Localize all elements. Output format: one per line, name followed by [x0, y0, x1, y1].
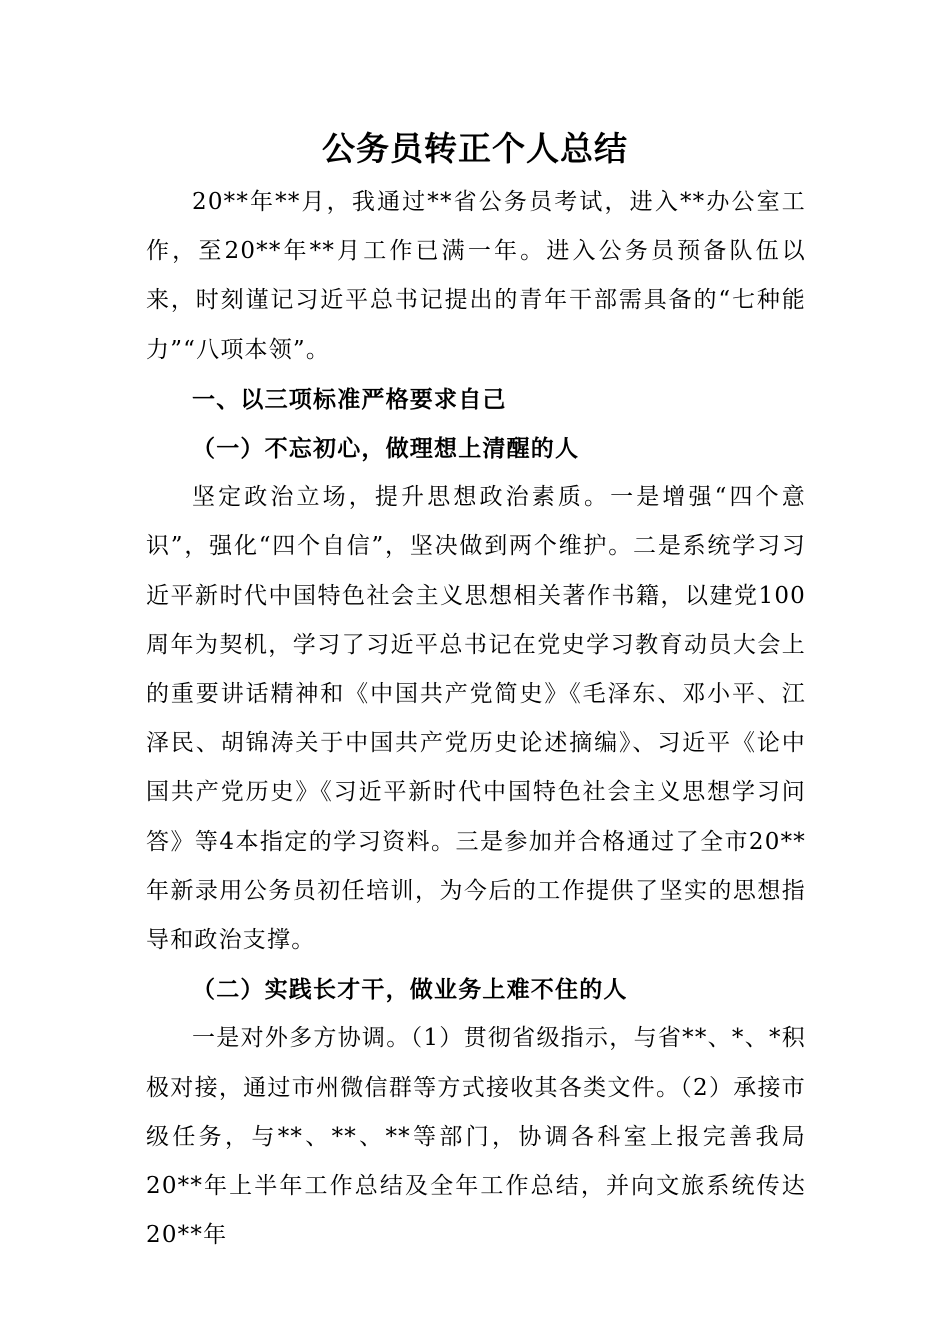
subsection-heading-1: （一）不忘初心，做理想上清醒的人 [192, 435, 580, 463]
subsection-1-paragraph: 坚定政治立场，提升思想政治素质。一是增强“四个意识”，强化“四个自信”，坚决做到两个维护。二是系统学习习近平新时代中国特色社会主义思想相关著作书籍，以建党100周年为契机，学习了习近平总书记在党史学习教育动员大会上的重要讲话精神和《中国共产党简史》《毛泽东、邓小平、江泽民、胡锦涛关于中国共产党历史论述摘编》、习近平《论中国共产党历史》《习近平新时代中国特色社会主义思想学习问答》等4本指定的学习资料。三是参加并合格通过了全市20**年新录用公务员初任培训，为今后的工作提供了坚实的思想指导和政治支撑。 [146, 484, 806, 954]
subsection-2-paragraph: 一是对外多方协调。（1）贯彻省级指示，与省**、*、*积极对接，通过市州微信群等方式接收其各类文件。（2）承接市级任务，与**、**、**等部门，协调各科室上报完善我局20**年上半年工作总结及全年工作总结，并向文旅系统传达20**年 [146, 1025, 806, 1249]
intro-paragraph: 20**年**月，我通过**省公务员考试，进入**办公室工作，至20**年**月工作已满一年。进入公务员预备队伍以来，时刻谨记习近平总书记提出的青年干部需具备的“七种能力”“八项本领”。 [146, 189, 806, 363]
subsection-heading-2: （二）实践长才干，做业务上难不住的人 [192, 976, 628, 1004]
document-title: 公务员转正个人总结 [322, 129, 628, 168]
section-heading-1: 一、以三项标准严格要求自己 [192, 385, 507, 413]
document-body [146, 178, 806, 1260]
